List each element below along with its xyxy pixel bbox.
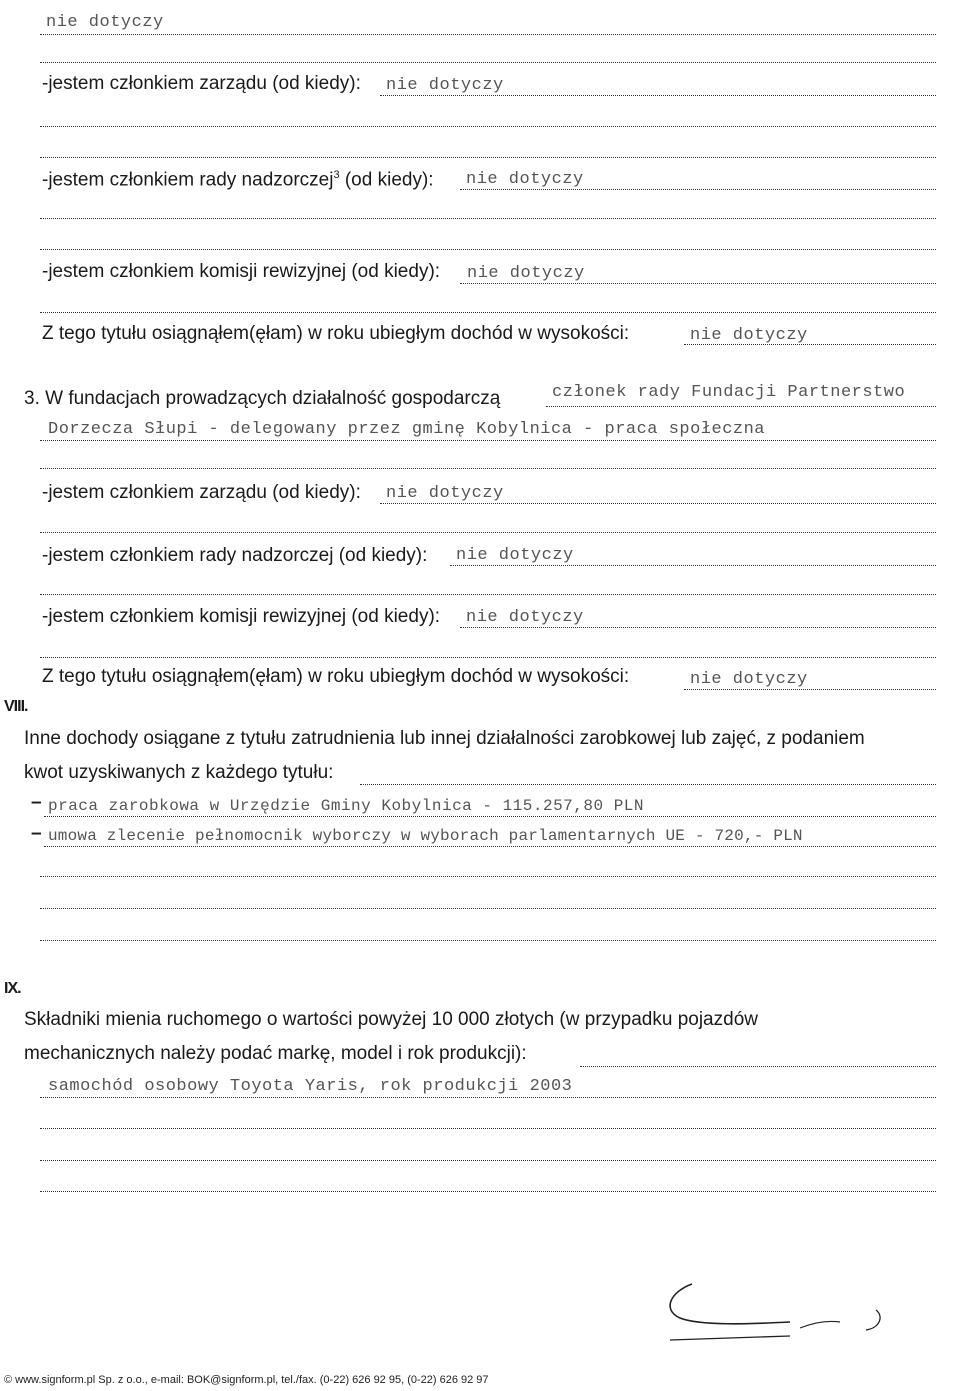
audit-label: -jestem członkiem komisji rewizyjnej (od kiedy): (42, 261, 441, 282)
section-8-line2: kwot uzyskiwanych z każdego tytułu: (24, 762, 334, 783)
foundations-income-label: Z tego tytułu osiągnąłem(ęłam) w roku ubiegłym dochód w wysokości: (42, 666, 630, 687)
dotted-line (40, 594, 936, 595)
foundations-audit-value: nie dotyczy (466, 608, 584, 627)
dotted-line (40, 126, 936, 127)
audit-value: nie dotyczy (467, 264, 585, 283)
income-label: Z tego tytułu osiągnąłem(ęłam) w roku ubiegłym dochód w wysokości: (42, 323, 630, 344)
dotted-line (40, 1097, 936, 1098)
section-8-item1: praca zarobkowa w Urzędzie Gminy Kobylnica - 115.257,80 PLN (48, 797, 644, 815)
continuation-value: nie dotyczy (46, 13, 164, 32)
dotted-line (44, 816, 936, 817)
dotted-line (380, 95, 936, 96)
dotted-line (684, 689, 936, 690)
section-8-line1: Inne dochody osiągane z tytułu zatrudnienia lub innej działalności zarobkowej lub zajęć, z podaniem (24, 728, 865, 749)
income-value: nie dotyczy (690, 326, 808, 345)
section-8-item2: umowa zlecenie pełnomocnik wyborczy w wyborach parlamentarnych UE - 720,- PLN (48, 827, 803, 845)
dotted-line (40, 1160, 936, 1161)
section-9-number: IX. (4, 980, 21, 997)
section-8-number: VIII. (4, 698, 28, 715)
dotted-line (40, 62, 936, 63)
list-dash: – (31, 792, 42, 813)
dotted-line (40, 440, 936, 441)
foundations-supervisory-label: -jestem członkiem rady nadzorczej (od kiedy): (42, 545, 428, 566)
foundations-supervisory-value: nie dotyczy (456, 546, 574, 565)
dotted-line (40, 940, 936, 941)
dotted-line (40, 34, 936, 35)
dotted-line (460, 189, 936, 190)
section-9-item1: samochód osobowy Toyota Yaris, rok produkcji 2003 (48, 1077, 573, 1096)
foundations-value-line2: Dorzecza Słupi - delegowany przez gminę Kobylnica - praca społeczna (48, 420, 766, 439)
dotted-line (460, 627, 936, 628)
dotted-line (40, 218, 936, 219)
foundations-board-label: -jestem członkiem zarządu (od kiedy): (42, 482, 361, 503)
section-9-line2: mechanicznych należy podać markę, model i rok produkcji): (24, 1043, 527, 1064)
dotted-line (546, 406, 936, 407)
section-9-line1: Składniki mienia ruchomego o wartości powyżej 10 000 złotych (w przypadku pojazdów (24, 1009, 758, 1030)
dotted-line (40, 876, 936, 877)
dotted-line (684, 344, 936, 345)
foundations-value-line1: członek rady Fundacji Partnerstwo (552, 383, 906, 402)
foundations-audit-label: -jestem członkiem komisji rewizyjnej (od kiedy): (42, 606, 441, 627)
handwritten-signature (640, 1270, 900, 1360)
foundations-income-value: nie dotyczy (690, 670, 808, 689)
supervisory-value: nie dotyczy (466, 170, 584, 189)
footer-copyright: © www.signform.pl Sp. z o.o., e-mail: BOK@signform.pl, tel./fax. (0-22) 626 92 95, (0-22) 626 92 97 (4, 1374, 489, 1386)
dotted-line (450, 565, 936, 566)
dotted-line (580, 1066, 936, 1067)
dotted-line (40, 532, 936, 533)
dotted-line (460, 283, 936, 284)
dotted-line (40, 1128, 936, 1129)
foundations-label: 3. W fundacjach prowadzących działalność gospodarczą (24, 388, 501, 409)
dotted-line (380, 503, 936, 504)
foundations-board-value: nie dotyczy (386, 484, 504, 503)
supervisory-label: -jestem członkiem rady nadzorczej$^3$ (od kiedy): (42, 169, 434, 191)
list-dash: – (31, 823, 42, 844)
dotted-line (40, 657, 936, 658)
dotted-line (40, 908, 936, 909)
dotted-line (44, 846, 936, 847)
dotted-line (40, 468, 936, 469)
board-label: -jestem członkiem zarządu (od kiedy): (42, 73, 361, 94)
dotted-line (360, 784, 936, 785)
dotted-line (40, 312, 936, 313)
dotted-line (40, 157, 936, 158)
dotted-line (40, 249, 936, 250)
dotted-line (40, 1191, 936, 1192)
board-value: nie dotyczy (386, 76, 504, 95)
